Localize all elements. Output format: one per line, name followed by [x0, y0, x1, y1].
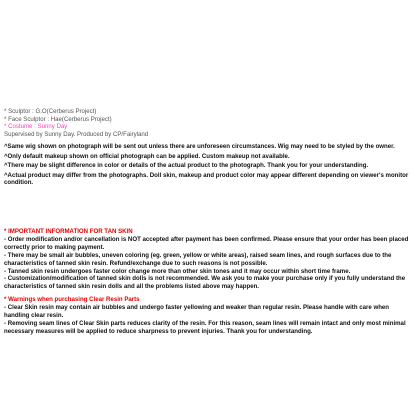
general-notes: [4, 143, 412, 189]
credits-block: [4, 108, 412, 138]
sculptor-credit: * Sculptor : G.O(Cerberus Project): [4, 108, 97, 115]
tan-skin-heading: * IMPORTANT INFORMATION FOR TAN SKIN: [4, 228, 133, 235]
tan-skin-item-bubbles: - There may be small air bubbles, uneven coloring (eg. green, yellow or white areas), raised seam lines, and rough surfaces due to the characteristics of tanned skin resin. Refund/exchange due to such reasons is not possible.: [4, 251, 392, 267]
clear-resin-item-yellowing: - Clear Skin resin may contain air bubbles and undergo faster yellowing and weaker than regular resin. Please handle with care when handling clear resin.: [4, 303, 390, 319]
note-wig: ^Same wig shown on photograph will be sent out unless there are unforeseen circumstances. Wig may need to be styled by the owner.: [4, 143, 395, 150]
tan-skin-item-customization: - Customization/modification of tanned skin dolls is not recommended. We ask you to make your purchase only if you fully understand the characteristics of tanned skin resin dolls and all the problems listed above may happen.: [4, 275, 406, 291]
tan-skin-item-color-change: - Tanned skin resin undergoes faster color change more than other skin tones and it may occur within short time frame.: [4, 267, 351, 275]
costume-credit: * Costume : Sunny Day: [4, 123, 68, 131]
note-makeup: ^Only default makeup shown on official photograph can be applied. Custom makeup not available.: [4, 152, 290, 160]
note-color-difference: ^There may be slight difference in color or details of the actual product to the photograph. Thank you for your understanding.: [4, 162, 369, 169]
tan-skin-section: [4, 228, 412, 291]
clear-resin-heading: * Warnings when purchasing Clear Resin Parts: [4, 296, 140, 303]
tan-skin-item-order: - Order modification and/or cancellation is NOT accepted after payment has been confirmed. Please ensure that your order has been placed correctly prior to making payment.: [4, 235, 409, 251]
face-sculptor-credit: * Face Sculptor : Hae(Cerberus Project): [4, 115, 112, 123]
clear-resin-section: [4, 296, 412, 336]
clear-resin-item-seam-lines: - Removing seam lines of Clear Skin parts reduces clarity of the resin. For this reason, seam lines will remain intact and only most minimal necessary measures will be applied to reduce sharpness to prevent injuries. Thank you for understanding.: [4, 319, 406, 335]
supervised-credit: Supervised by Sunny Day. Produced by CP/Fairyland: [4, 130, 149, 138]
note-monitor: ^Actual product may differ from the photographs. Doll skin, makeup and product color may appear different depending on viewer's monitor condition.: [4, 171, 409, 187]
